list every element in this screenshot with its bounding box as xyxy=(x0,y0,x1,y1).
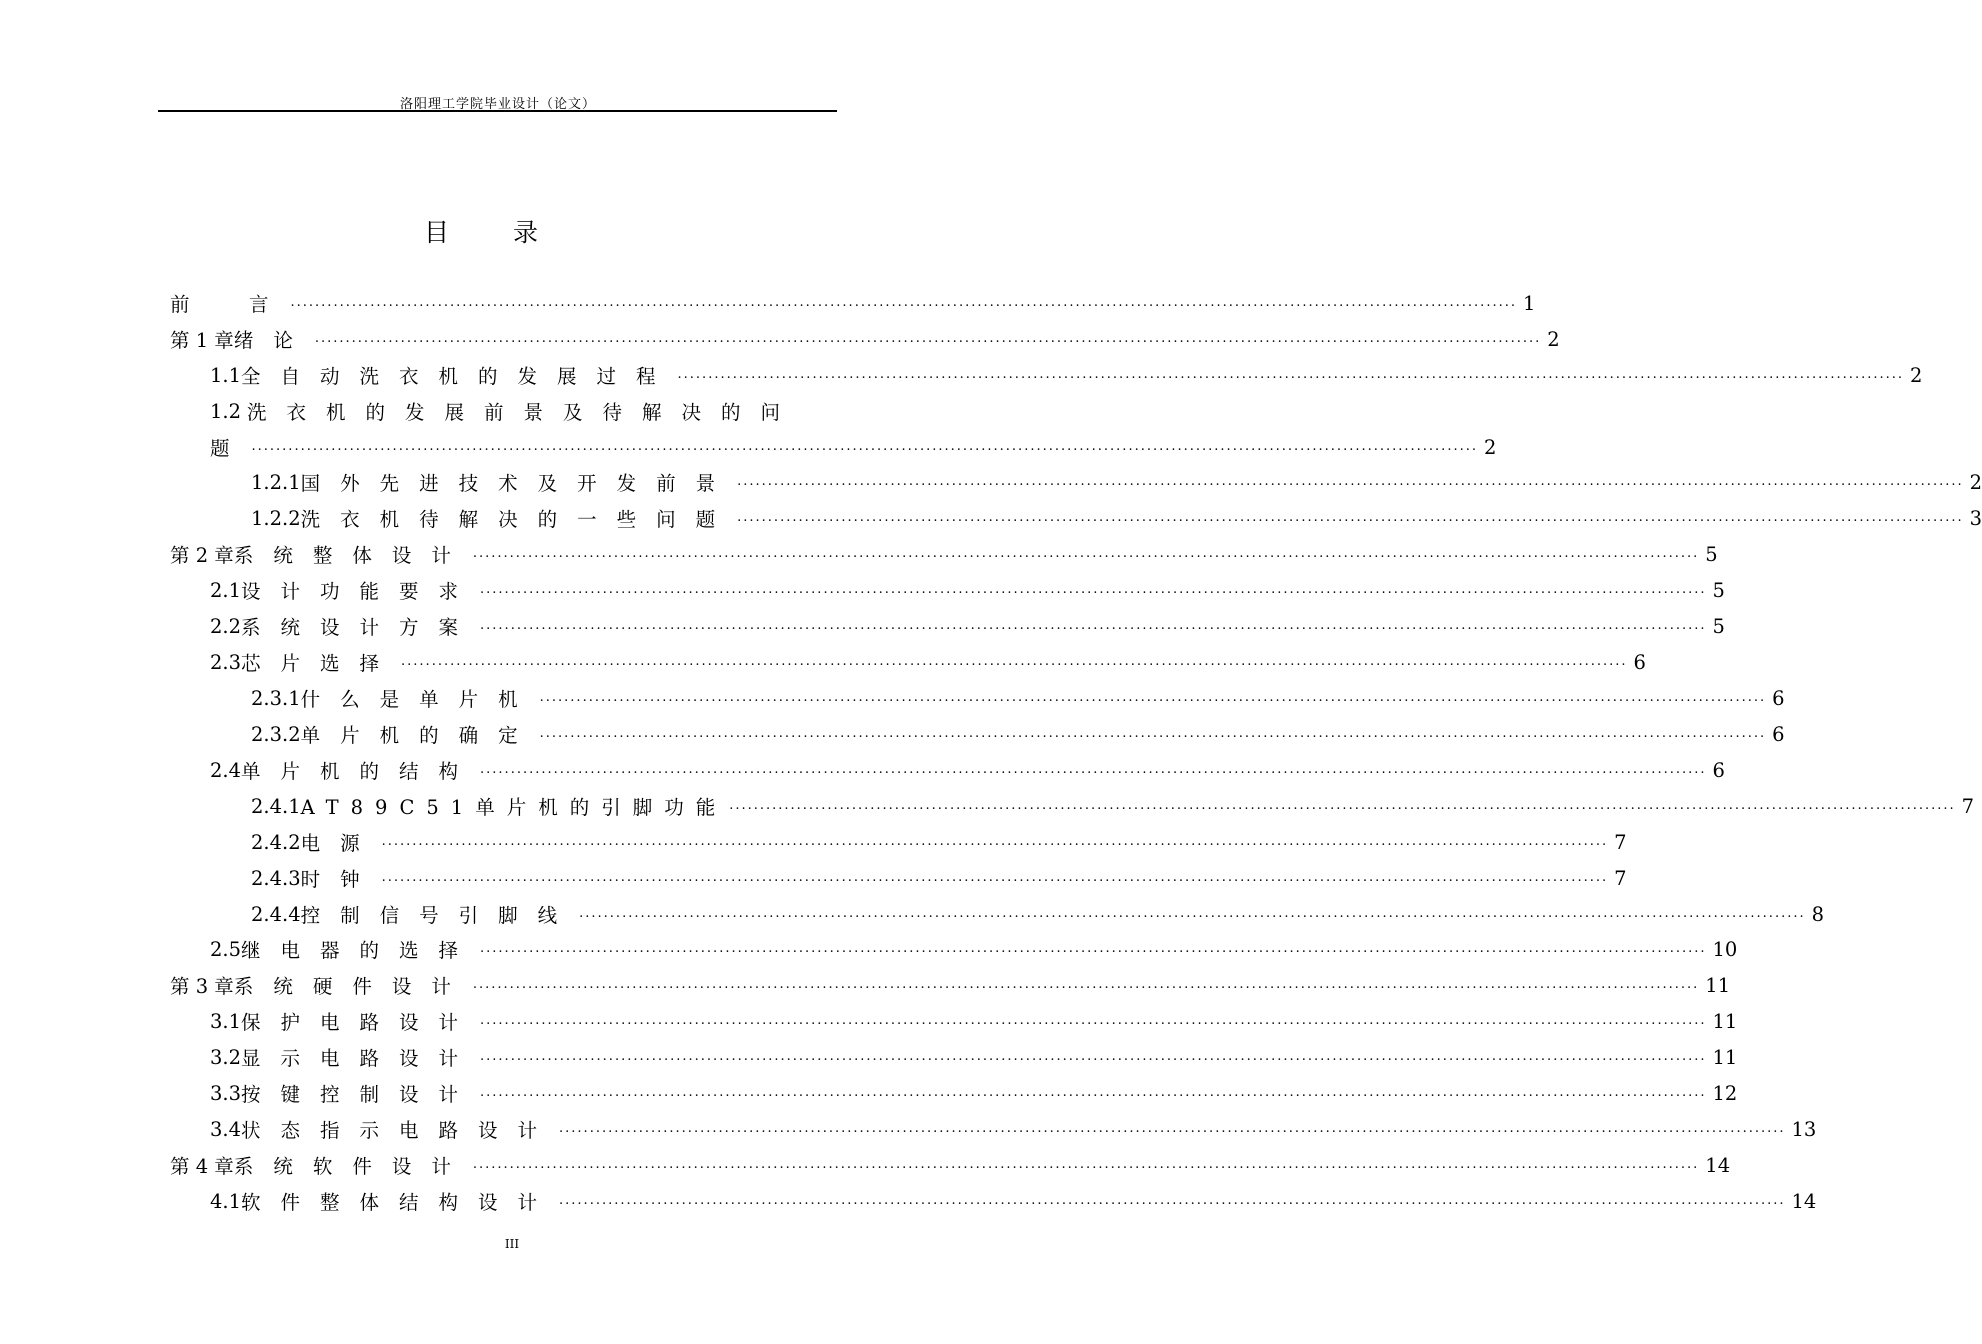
toc-entry-2-4-2[interactable] xyxy=(251,827,1627,857)
toc-entry-number: 3.1 xyxy=(210,1009,242,1033)
toc-entry-label: 按键控制设计 xyxy=(241,1083,479,1106)
toc-leader-dots: ........................................................................................................................................................................................................ xyxy=(381,870,1609,885)
toc-entry-label: 系统硬件设计 xyxy=(233,975,471,998)
toc-entry-chapter-4[interactable] xyxy=(170,1150,1731,1180)
toc-entry-2-3[interactable] xyxy=(210,647,1646,677)
running-header: 洛阳理工学院毕业设计（论文） xyxy=(399,97,596,112)
toc-title: 目 录 xyxy=(424,218,566,247)
toc-entry-label: 控制信号引脚线 xyxy=(300,904,578,927)
toc-entry-number: 2.5 xyxy=(210,937,242,961)
toc-leader-dots: ........................................................................................................................................................................................................ xyxy=(559,1193,1786,1208)
toc-entry-page: 13 xyxy=(1791,1117,1817,1141)
toc-entry-number: 2.4 xyxy=(210,758,242,782)
toc-entry-number: 第 3 章 xyxy=(170,975,234,998)
toc-entry-number: 1.1 xyxy=(210,363,242,387)
toc-entry-preface[interactable] xyxy=(170,288,1536,318)
toc-leader-dots: ........................................................................................................................................................................................................ xyxy=(480,1049,1707,1064)
toc-entry-label: 全自动洗衣机的发展过程 xyxy=(241,365,676,388)
toc-leader-dots: ........................................................................................................................................................................................................ xyxy=(314,331,1542,346)
toc-entry-1-1[interactable] xyxy=(210,360,1923,390)
toc-entry-page: 7 xyxy=(1614,830,1627,854)
toc-entry-label: 单片机的结构 xyxy=(241,760,479,783)
toc-entry-3-1[interactable] xyxy=(210,1006,1738,1036)
toc-entry-1-2-continued[interactable] xyxy=(210,432,1497,462)
toc-entry-2-4-4[interactable] xyxy=(251,899,1825,929)
toc-leader-dots: ........................................................................................................................................................................................................ xyxy=(559,1121,1786,1136)
toc-entry-number: 第 1 章 xyxy=(170,329,234,352)
toc-entry-label: 洗衣机待解决的一些问题 xyxy=(300,508,736,531)
toc-entry-3-2[interactable] xyxy=(210,1042,1738,1072)
toc-entry-label: 设计功能要求 xyxy=(241,580,479,603)
toc-entry-chapter-2[interactable] xyxy=(170,539,1718,569)
toc-entry-page: 8 xyxy=(1811,902,1825,926)
toc-entry-page: 6 xyxy=(1712,758,1725,782)
toc-entry-label: 系统设计方案 xyxy=(241,616,479,639)
toc-entry-number: 2.4.2 xyxy=(251,830,301,854)
toc-entry-1-2-1[interactable] xyxy=(251,467,1982,497)
toc-entry-label: 保护电路设计 xyxy=(241,1011,479,1034)
toc-entry-page: 12 xyxy=(1712,1081,1738,1105)
toc-entry-page: 1 xyxy=(1522,291,1536,315)
toc-entry-chapter-1[interactable] xyxy=(170,324,1560,354)
toc-leader-dots: ........................................................................................................................................................................................................ xyxy=(579,906,1806,921)
toc-entry-number: 1.2.1 xyxy=(251,470,301,494)
toc-entry-label: 时钟 xyxy=(300,868,380,891)
page-number: III xyxy=(504,1237,520,1251)
toc-entry-number: 2.4.3 xyxy=(251,866,301,890)
toc-leader-dots: ........................................................................................................................................................................................................ xyxy=(381,834,1609,849)
toc-entry-label: 洗衣机的发展前景及待解决的问 xyxy=(247,401,801,424)
toc-entry-number: 2.3.1 xyxy=(251,686,301,710)
toc-entry-page: 14 xyxy=(1791,1189,1817,1213)
toc-entry-page: 14 xyxy=(1705,1153,1731,1177)
toc-entry-3-4[interactable] xyxy=(210,1114,1817,1144)
toc-entry-2-4-3[interactable] xyxy=(251,863,1627,893)
toc-leader-dots: ........................................................................................................................................................................................................ xyxy=(290,295,1517,310)
toc-leader-dots: ........................................................................................................................................................................................................ xyxy=(539,726,1767,741)
toc-leader-dots: ........................................................................................................................................................................................................ xyxy=(480,618,1707,633)
toc-entry-label: 继电器的选择 xyxy=(241,939,479,962)
toc-entry-label: 电源 xyxy=(300,832,380,855)
toc-leader-dots: ........................................................................................................................................................................................................ xyxy=(472,546,1700,561)
toc-entry-label: 单片机的确定 xyxy=(300,724,538,747)
toc-entry-page: 11 xyxy=(1712,1009,1738,1033)
toc-entry-page: 7 xyxy=(1961,794,1975,818)
toc-entry-page: 5 xyxy=(1712,614,1725,638)
toc-entry-2-5[interactable] xyxy=(210,934,1738,964)
toc-leader-dots: ........................................................................................................................................................................................................ xyxy=(472,977,1700,992)
toc-leader-dots: ........................................................................................................................................................................................................ xyxy=(539,690,1767,705)
toc-leader-dots: ........................................................................................................................................................................................................ xyxy=(480,582,1707,597)
toc-entry-number: 4.1 xyxy=(210,1189,242,1213)
toc-entry-page: 2 xyxy=(1483,435,1497,459)
toc-entry-number: 第 2 章 xyxy=(170,544,234,567)
toc-leader-dots: ........................................................................................................................................................................................................ xyxy=(737,510,1964,525)
toc-entry-page: 2 xyxy=(1910,363,1923,387)
toc-entry-page: 5 xyxy=(1705,542,1718,566)
toc-entry-number: 2.1 xyxy=(210,578,242,602)
toc-entry-number: 2.2 xyxy=(210,614,242,638)
toc-entry-label: AT89C51单片机的引脚功能 xyxy=(300,796,728,819)
toc-entry-label: 显示电路设计 xyxy=(241,1047,479,1070)
toc-entry-label: 状态指示电路设计 xyxy=(241,1119,558,1142)
toc-entry-page: 6 xyxy=(1772,722,1785,746)
toc-entry-4-1[interactable] xyxy=(210,1186,1817,1216)
toc-entry-page: 10 xyxy=(1712,937,1738,961)
toc-entry-number: 2.3.2 xyxy=(251,722,301,746)
toc-leader-dots: ........................................................................................................................................................................................................ xyxy=(401,654,1628,669)
toc-entry-label: 什么是单片机 xyxy=(300,688,538,711)
toc-entry-label: 绪论 xyxy=(233,329,313,352)
toc-entry-number: 2.3 xyxy=(210,650,242,674)
toc-entry-number: 3.2 xyxy=(210,1045,242,1069)
toc-entry-page: 5 xyxy=(1712,578,1725,602)
toc-leader-dots: ........................................................................................................................................................................................................ xyxy=(251,439,1478,454)
toc-entry-label: 前 言 xyxy=(170,293,289,316)
toc-leader-dots: ........................................................................................................................................................................................................ xyxy=(480,762,1707,777)
toc-entry-2-4[interactable] xyxy=(210,755,1725,785)
toc-entry-page: 7 xyxy=(1614,866,1627,890)
toc-leader-dots: ........................................................................................................................................................................................................ xyxy=(677,367,1904,382)
toc-leader-dots: ........................................................................................................................................................................................................ xyxy=(480,1085,1707,1100)
toc-leader-dots: ........................................................................................................................................................................................................ xyxy=(729,798,1956,813)
toc-entry-page: 11 xyxy=(1705,973,1731,997)
toc-entry-number: 2.4.4 xyxy=(251,902,301,926)
toc-leader-dots: ........................................................................................................................................................................................................ xyxy=(472,1157,1700,1172)
toc-entry-2-3-2[interactable] xyxy=(251,719,1785,749)
toc-entry-label: 题 xyxy=(210,437,250,460)
toc-entry-2-2[interactable] xyxy=(210,611,1725,641)
toc-entry-2-3-1[interactable] xyxy=(251,683,1785,713)
toc-entry-number: 1.2.2 xyxy=(251,506,301,530)
toc-leader-dots: ........................................................................................................................................................................................................ xyxy=(480,941,1707,956)
toc-entry-1-2-2[interactable] xyxy=(251,503,1982,533)
toc-entry-page: 6 xyxy=(1772,686,1785,710)
toc-entry-page: 11 xyxy=(1712,1045,1738,1069)
toc-entry-number: 1.2 xyxy=(210,399,242,423)
toc-entry-page: 3 xyxy=(1969,506,1982,530)
toc-entry-page: 6 xyxy=(1633,650,1646,674)
toc-leader-dots: ........................................................................................................................................................................................................ xyxy=(737,474,1964,489)
toc-entry-1-2[interactable] xyxy=(210,396,818,426)
toc-entry-label: 系统软件设计 xyxy=(233,1155,471,1178)
toc-entry-chapter-3[interactable] xyxy=(170,970,1731,1000)
toc-entry-page: 2 xyxy=(1547,327,1560,351)
toc-entry-number: 3.4 xyxy=(210,1117,242,1141)
toc-leader-dots: ........................................................................................................................................................................................................ xyxy=(480,1013,1707,1028)
toc-entry-label: 系统整体设计 xyxy=(233,544,471,567)
toc-entry-label: 软件整体结构设计 xyxy=(241,1191,558,1214)
toc-entry-2-4-1[interactable] xyxy=(251,791,1975,821)
toc-entry-2-1[interactable] xyxy=(210,575,1725,605)
toc-entry-number: 2.4.1 xyxy=(251,794,301,818)
toc-entry-number: 3.3 xyxy=(210,1081,242,1105)
toc-entry-page: 2 xyxy=(1969,470,1982,494)
toc-entry-label: 芯片选择 xyxy=(241,652,400,675)
toc-entry-3-3[interactable] xyxy=(210,1078,1738,1108)
toc-entry-label: 国外先进技术及开发前景 xyxy=(300,472,736,495)
toc-entry-number: 第 4 章 xyxy=(170,1155,234,1178)
